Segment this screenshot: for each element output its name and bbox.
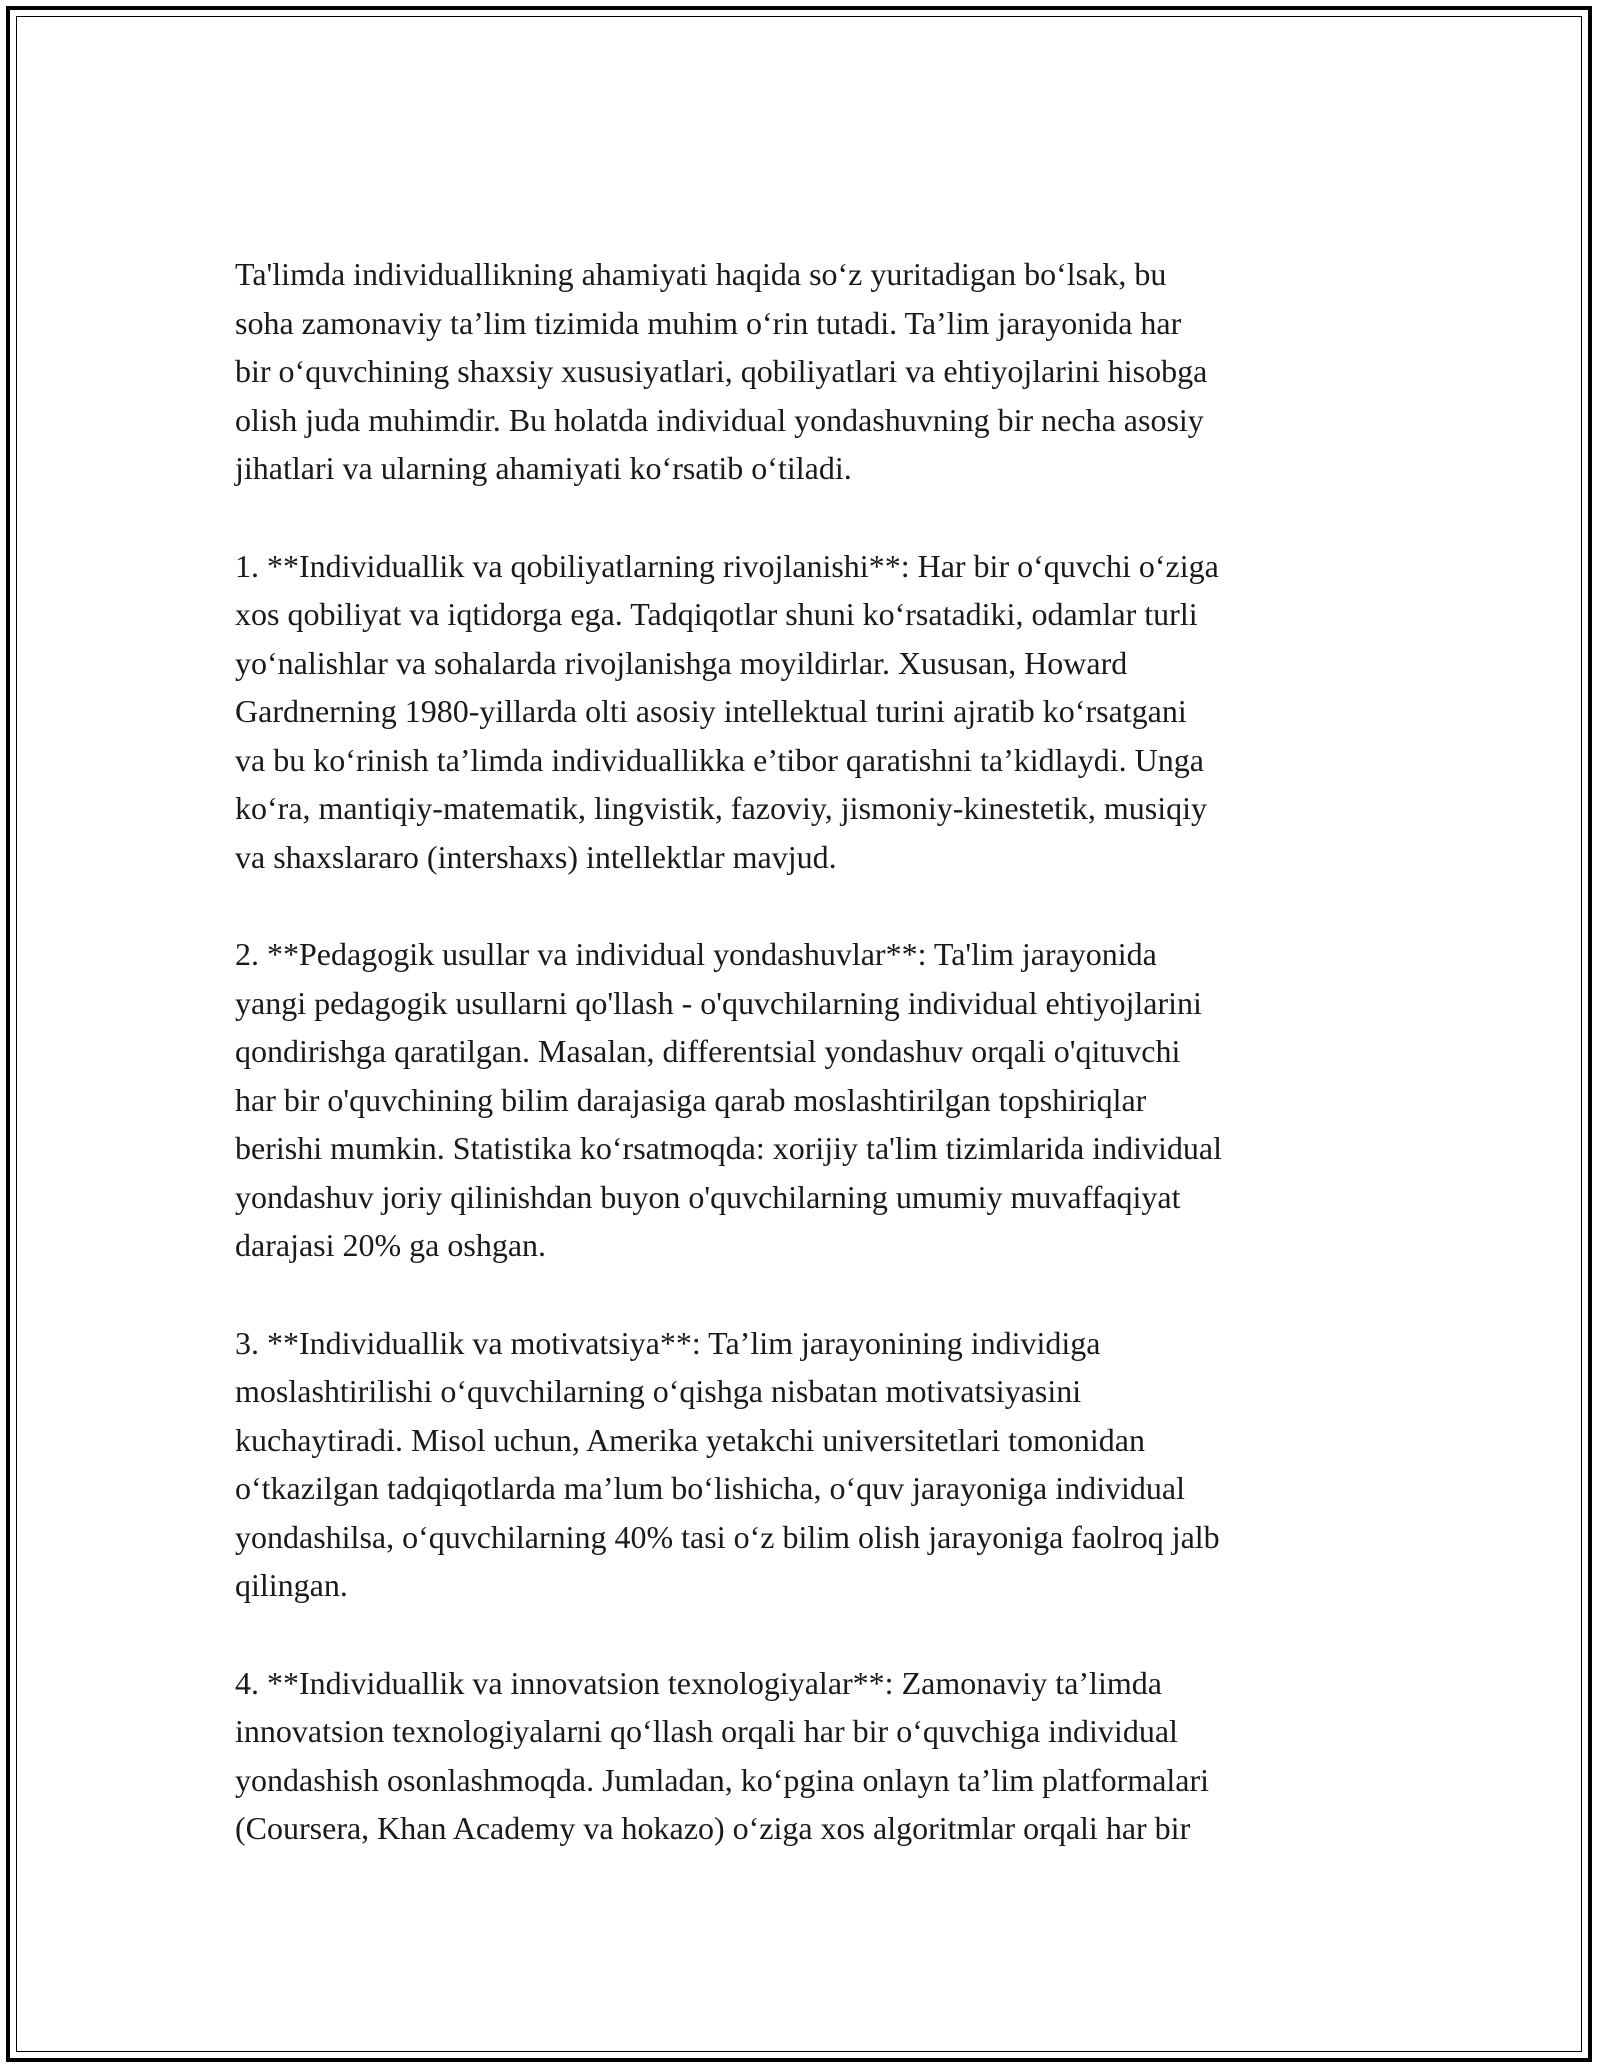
document-body <box>235 250 1370 1902</box>
section-4-paragraph: 4. **Individuallik va innovatsion texnologiyalar**: Zamonaviy ta’limda innovatsion texnologiyalarni qo‘llash orqali har bir o‘quvchiga individual yondashish osonlashmoqda. Jumladan, ko‘pgina onlayn ta’lim platformalari (Coursera, Khan Academy va hokazo) o‘ziga xos algoritmlar orqali har bir <box>235 1664 1210 1846</box>
section-2-paragraph: 2. **Pedagogik usullar va individual yondashuvlar**: Ta'lim jarayonida yangi pedagogik usullarni qo'llash - o'quvchilarning individual ehtiyojlarini qondirishga qaratilgan. Masalan, differentsial yondashuv orqali o'qituvchi har bir o'quvchining bilim darajasiga qarab moslashtirilgan topshiriqlar berishi mumkin. Statistika ko‘rsatmoqda: xorijiy ta'lim tizimlarida individual yondashuv joriy qilinishdan buyon o'quvchilarning umumiy muvaffaqiyat darajasi 20% ga oshgan. <box>235 936 1222 1263</box>
section-3-paragraph: 3. **Individuallik va motivatsiya**: Ta’lim jarayonining individiga moslashtirilishi o‘quvchilarning o‘qishga nisbatan motivatsiyasini kuchaytiradi. Misol uchun, Amerika yetakchi universitetlari tomonidan o‘tkazilgan tadqiqotlarda ma’lum bo‘lishicha, o‘quv jarayoniga individual yondashilsa, o‘quvchilarning 40% tasi o‘z bilim olish jarayoniga faolroq jalb qilingan. <box>235 1324 1220 1603</box>
section-1-paragraph: 1. **Individuallik va qobiliyatlarning rivojlanishi**: Har bir o‘quvchi o‘ziga xos qobiliyat va iqtidorga ega. Tadqiqotlar shuni ko‘rsatadiki, odamlar turli yo‘nalishlar va sohalarda rivojlanishga moyildirlar. Xususan, Howard Gardnerning 1980-yillarda olti asosiy intellektual turini ajratib ko‘rsatgani va bu ko‘rinish ta’limda individuallikka e’tibor qaratishni ta’kidlaydi. Unga ko‘ra, mantiqiy-matematik, lingvistik, fazoviy, jismoniy-kinestetik, musiqiy va shaxslararo (intershaxs) intellektlar mavjud. <box>235 547 1219 875</box>
intro-paragraph: Ta'limda individuallikning ahamiyati haqida so‘z yuritadigan bo‘lsak, bu soha zamonaviy ta’lim tizimida muhim o‘rin tutadi. Ta’lim jarayonida har bir o‘quvchining shaxsiy xususiyatlari, qobiliyatlari va ehtiyojlarini hisobga olish juda muhimdir. Bu holatda individual yondashuvning bir necha asosiy jihatlari va ularning ahamiyati ko‘rsatib o‘tiladi. <box>235 256 1208 486</box>
